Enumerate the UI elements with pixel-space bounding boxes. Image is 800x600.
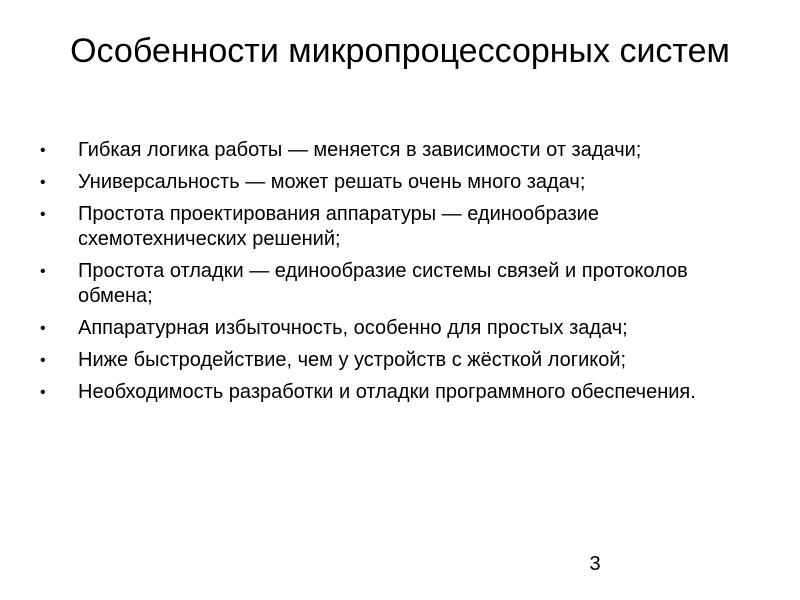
bullet-text: Аппаратурная избыточность, особенно для простых задач; [78, 317, 628, 339]
bullet-item-2 [40, 170, 755, 195]
page-number: 3 [589, 553, 601, 575]
bullet-text: Гибкая логика работы — меняется в зависимости от задачи; [78, 139, 642, 161]
bullet-text: Универсальность — может решать очень много задач; [78, 171, 586, 193]
bullet-item-3 [40, 202, 755, 252]
bullet-dot-icon: • [40, 352, 46, 369]
bullet-dot-icon: • [40, 263, 46, 280]
slide-title: Особенности микропроцессорных систем [70, 32, 730, 70]
bullet-dot-icon: • [40, 174, 46, 191]
bullet-dot-icon: • [40, 384, 46, 401]
bullet-text: Ниже быстродействие, чем у устройств с жёсткой логикой; [78, 349, 627, 371]
bullet-text: Простота проектирования аппаратуры — единообразие схемотехнических решений; [78, 203, 599, 250]
bullet-item-7 [40, 380, 755, 405]
bullet-item-6 [40, 348, 755, 373]
bullet-item-4 [40, 259, 755, 309]
bullet-item-1 [40, 138, 755, 163]
bullet-dot-icon: • [40, 142, 46, 159]
bullet-text: Необходимость разработки и отладки программного обеспечения. [78, 381, 696, 403]
bullet-list [40, 138, 755, 412]
bullet-dot-icon: • [40, 320, 46, 337]
bullet-item-5 [40, 316, 755, 341]
bullet-text: Простота отладки — единообразие системы связей и протоколов обмена; [78, 260, 688, 307]
bullet-dot-icon: • [40, 206, 46, 223]
